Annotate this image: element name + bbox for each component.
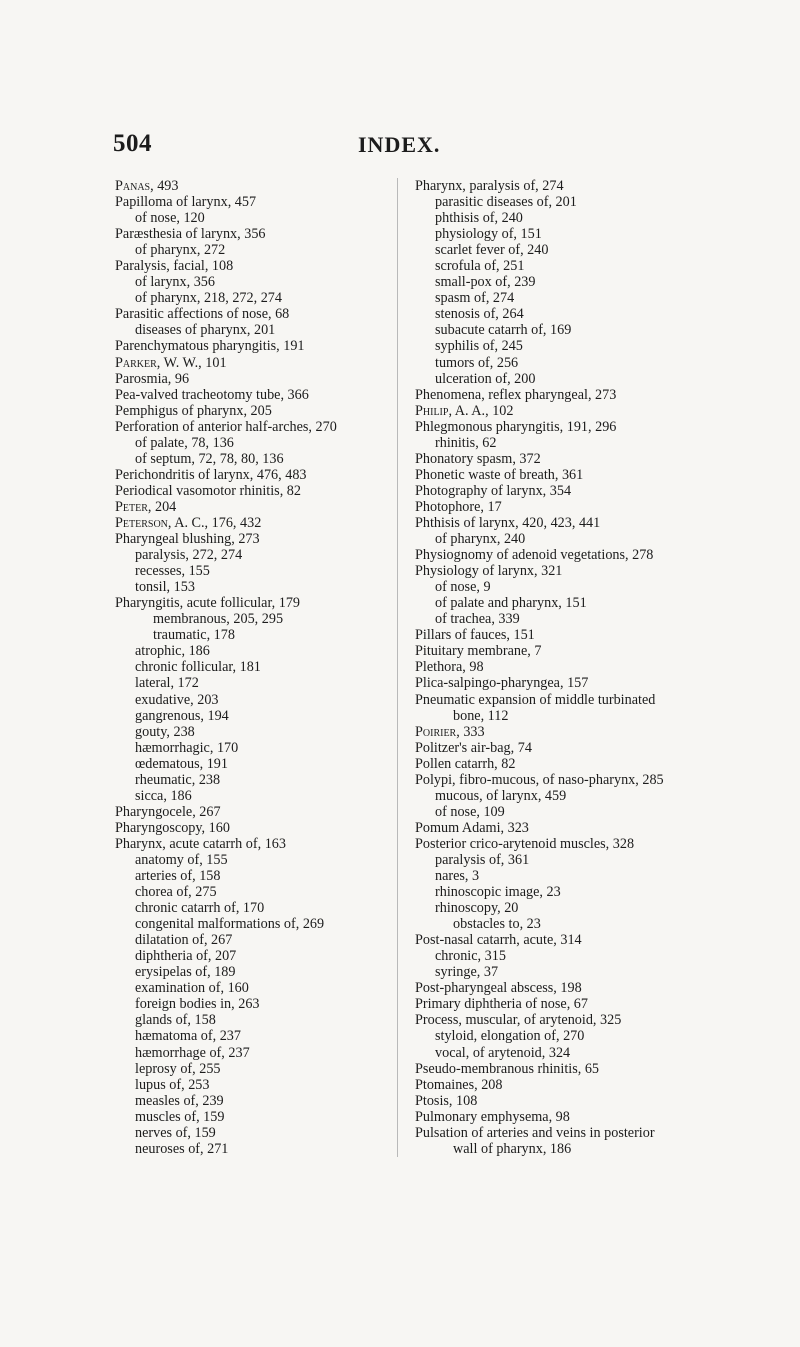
index-entry: Pneumatic expansion of middle turbinated [415,691,656,708]
index-entry: lateral, 172 [135,675,199,692]
index-entry: Paræsthesia of larynx, 356 [115,226,266,243]
index-entry: diphtheria of, 207 [135,948,237,965]
index-entry: chronic follicular, 181 [135,659,261,676]
index-entry: Periodical vasomotor rhinitis, 82 [115,482,301,499]
index-entry: muscles of, 159 [135,1108,225,1125]
index-entry: anatomy of, 155 [135,851,228,868]
index-entry: Plethora, 98 [415,659,484,676]
index-entry: Post-nasal catarrh, acute, 314 [415,932,582,949]
index-entry: Polypi, fibro-mucous, of naso-pharynx, 285 [415,771,664,788]
index-entry: of pharynx, 272 [135,242,226,259]
index-entry: of nose, 9 [435,579,491,596]
index-entry: styloid, elongation of, 270 [435,1028,585,1045]
index-entry: Pea-valved tracheotomy tube, 366 [115,386,309,403]
index-entry: Pituitary membrane, 7 [415,643,542,660]
index-entry: of larynx, 356 [135,274,215,291]
index-entry: of pharynx, 218, 272, 274 [135,290,282,307]
index-column-right [397,178,800,1157]
index-entry: Parosmia, 96 [115,370,190,387]
index-entry: Plica-salpingo-pharyngea, 157 [415,675,589,692]
index-column-left [115,178,390,1157]
index-entry: Pillars of fauces, 151 [415,627,535,644]
index-entry: Pulsation of arteries and veins in posterior [415,1124,655,1141]
index-entry: vocal, of arytenoid, 324 [435,1044,571,1061]
index-entry: Pharyngoscopy, 160 [115,819,230,836]
index-entry: Pharyngitis, acute follicular, 179 [115,595,301,612]
index-entry: Ptosis, 108 [415,1092,478,1109]
index-entry: Physiognomy of adenoid vegetations, 278 [415,547,654,564]
index-entry: bone, 112 [453,707,509,724]
index-entry: Papilloma of larynx, 457 [115,194,257,211]
index-entry: chorea of, 275 [135,884,217,901]
index-entry: Pomum Adami, 323 [415,819,529,836]
index-entry: neuroses of, 271 [135,1140,229,1157]
index-entry: of palate, 78, 136 [135,434,234,451]
index-entry: chronic, 315 [435,948,506,965]
index-entry: dilatation of, 267 [135,932,233,949]
index-entry: stenosis of, 264 [435,306,524,323]
index-entry: physiology of, 151 [435,226,542,243]
index-entry: congenital malformations of, 269 [135,916,325,933]
index-entry: of septum, 72, 78, 80, 136 [135,450,284,467]
index-entry: Pharyngeal blushing, 273 [115,531,260,548]
index-entry: Peterson, A. C., 176, 432 [115,514,262,531]
index-entry: hæmatoma of, 237 [135,1028,241,1045]
index-entry: Pemphigus of pharynx, 205 [115,402,272,419]
index-entry: obstacles to, 23 [453,916,541,933]
index-entry: tonsil, 153 [135,579,195,596]
index-entry: Physiology of larynx, 321 [415,563,563,580]
index-entry: of nose, 109 [435,803,505,820]
index-entry: Ptomaines, 208 [415,1076,503,1093]
index-entry: paralysis, 272, 274 [135,547,243,564]
index-entry: Pharyngocele, 267 [115,803,221,820]
index-entry: membranous, 205, 295 [153,611,284,628]
index-entry: Phthisis of larynx, 420, 423, 441 [415,514,601,531]
index-entry: Politzer's air-bag, 74 [415,739,532,756]
index-entry: Philip, A. A., 102 [415,402,514,419]
index-entry: chronic catarrh of, 170 [135,900,265,917]
index-entry: parasitic diseases of, 201 [435,194,577,211]
index-entry: hæmorrhagic, 170 [135,739,239,756]
index-entry: rhinoscopic image, 23 [435,884,561,901]
index-entry: of pharynx, 240 [435,531,526,548]
index-entry: Parker, W. W., 101 [115,354,227,371]
index-entry: rheumatic, 238 [135,771,221,788]
index-entry: rhinitis, 62 [435,434,497,451]
index-entry: Primary diphtheria of nose, 67 [415,996,588,1013]
index-entry: Parenchymatous pharyngitis, 191 [115,338,305,355]
index-entry: Poirier, 333 [415,723,485,740]
index-entry: of nose, 120 [135,210,205,227]
index-entry: glands of, 158 [135,1012,216,1029]
index-entry: measles of, 239 [135,1092,224,1109]
index-entry: Photophore, 17 [415,498,502,515]
index-entry: syphilis of, 245 [435,338,523,355]
index-entry: mucous, of larynx, 459 [435,787,567,804]
index-entry: Pseudo-membranous rhinitis, 65 [415,1060,600,1077]
index-entry: examination of, 160 [135,980,249,997]
index-entry: atrophic, 186 [135,643,210,660]
index-entry: phthisis of, 240 [435,210,523,227]
index-entry: rhinoscopy, 20 [435,900,519,917]
index-entry: Perforation of anterior half-arches, 270 [115,418,337,435]
index-entry: lupus of, 253 [135,1076,210,1093]
index-entry: Peter, 204 [115,498,177,515]
index-entry: subacute catarrh of, 169 [435,322,572,339]
index-entry: traumatic, 178 [153,627,235,644]
index-entry: erysipelas of, 189 [135,964,236,981]
index-entry: Parasitic affections of nose, 68 [115,306,290,323]
index-entry: sicca, 186 [135,787,192,804]
index-entry: gangrenous, 194 [135,707,229,724]
index-entry: nares, 3 [435,868,480,885]
index-entry: gouty, 238 [135,723,195,740]
page-number: 504 [113,130,152,157]
index-entry: small-pox of, 239 [435,274,536,291]
index-entry: Phlegmonous pharyngitis, 191, 296 [415,418,617,435]
index-entry: spasm of, 274 [435,290,515,307]
index-entry: scarlet fever of, 240 [435,242,549,259]
index-entry: œdematous, 191 [135,755,228,772]
index-entry: wall of pharynx, 186 [453,1140,572,1157]
index-entry: syringe, 37 [435,964,499,981]
index-entry: nerves of, 159 [135,1124,216,1141]
index-entry: Process, muscular, of arytenoid, 325 [415,1012,622,1029]
index-entry: Post-pharyngeal abscess, 198 [415,980,582,997]
index-entry: Paralysis, facial, 108 [115,258,234,275]
index-entry: foreign bodies in, 263 [135,996,260,1013]
page-title: INDEX. [358,132,441,157]
index-entry: Panas, 493 [115,178,179,194]
index-entry: Pharynx, acute catarrh of, 163 [115,835,286,852]
index-entry: diseases of pharynx, 201 [135,322,276,339]
index-entry: Posterior crico-arytenoid muscles, 328 [415,835,635,852]
index-entry: tumors of, 256 [435,354,519,371]
index-entry: Perichondritis of larynx, 476, 483 [115,466,307,483]
index-entry: arteries of, 158 [135,868,221,885]
index-entry: Pollen catarrh, 82 [415,755,516,772]
index-entry: ulceration of, 200 [435,370,536,387]
index-entry: hæmorrhage of, 237 [135,1044,250,1061]
index-entry: paralysis of, 361 [435,851,530,868]
index-entry: exudative, 203 [135,691,219,708]
index-entry: leprosy of, 255 [135,1060,221,1077]
index-entry: of palate and pharynx, 151 [435,595,587,612]
index-entry: Phenomena, reflex pharyngeal, 273 [415,386,617,403]
index-entry: Pulmonary emphysema, 98 [415,1108,570,1125]
index-entry: Photography of larynx, 354 [415,482,572,499]
index-entry: of trachea, 339 [435,611,520,628]
index-entry: Pharynx, paralysis of, 274 [415,178,564,194]
index-entry: recesses, 155 [135,563,210,580]
index-entry: scrofula of, 251 [435,258,525,275]
index-entry: Phonatory spasm, 372 [415,450,541,467]
index-entry: Phonetic waste of breath, 361 [415,466,584,483]
page-header [0,130,800,160]
